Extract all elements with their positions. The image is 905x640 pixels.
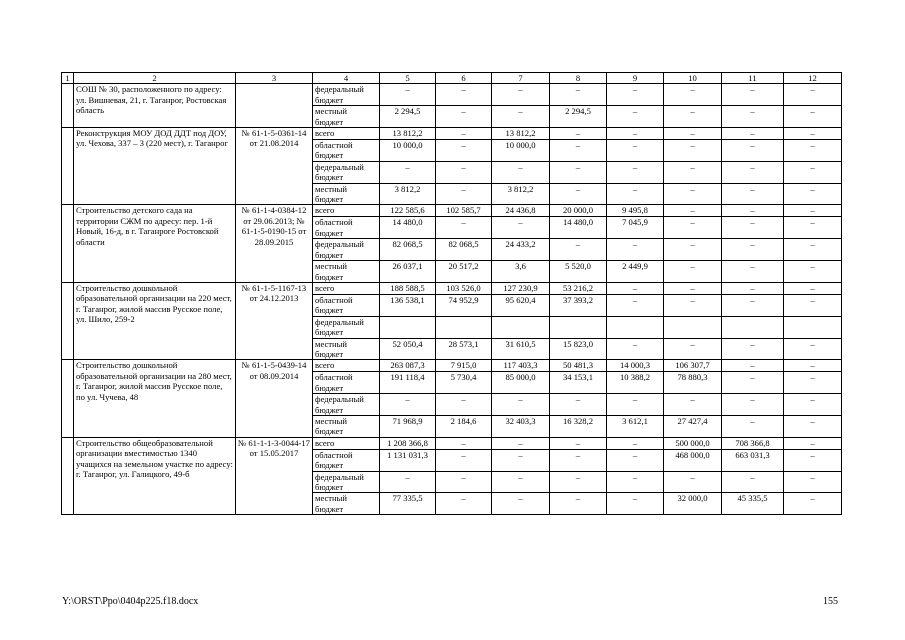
amount-cell: 10 000,0 xyxy=(380,140,436,162)
amount-cell: – xyxy=(492,106,550,128)
amount-cell: – xyxy=(784,437,842,449)
funding-source-cell: всего xyxy=(313,282,380,294)
amount-cell: – xyxy=(492,84,550,106)
amount-cell: – xyxy=(607,338,664,360)
amount-cell: – xyxy=(436,394,492,416)
amount-cell: – xyxy=(436,183,492,205)
amount-cell: – xyxy=(784,372,842,394)
funding-source-cell: всего xyxy=(313,128,380,140)
permit-cell: № 61-1-5-0361-14 от 21.08.2014 xyxy=(236,128,313,205)
amount-cell: 136 538,1 xyxy=(380,294,436,316)
amount-cell: – xyxy=(722,217,784,239)
amount-cell: 106 307,7 xyxy=(664,360,722,372)
amount-cell: 7 045,9 xyxy=(607,217,664,239)
funding-source-cell: местный бюджет xyxy=(313,415,380,437)
amount-cell: 3 812,2 xyxy=(492,183,550,205)
amount-cell: – xyxy=(722,140,784,162)
amount-cell: – xyxy=(607,437,664,449)
amount-cell: – xyxy=(784,128,842,140)
amount-cell xyxy=(784,316,842,338)
amount-cell: 95 620,4 xyxy=(492,294,550,316)
amount-cell: – xyxy=(550,394,607,416)
amount-cell: 102 585,7 xyxy=(436,205,492,217)
amount-cell: 663 031,3 xyxy=(722,449,784,471)
amount-cell: – xyxy=(722,106,784,128)
funding-source-cell: местный бюджет xyxy=(313,183,380,205)
amount-cell: – xyxy=(607,493,664,515)
amount-cell: 127 230,9 xyxy=(492,282,550,294)
amount-cell: 5 520,0 xyxy=(550,261,607,283)
empty-index-cell xyxy=(62,282,74,359)
permit-cell xyxy=(236,84,313,128)
amount-cell: – xyxy=(664,239,722,261)
funding-source-cell: федеральный бюджет xyxy=(313,84,380,106)
amount-cell: – xyxy=(784,294,842,316)
amount-cell: 117 403,3 xyxy=(492,360,550,372)
object-name-cell: Реконструкция МОУ ДОД ДДТ под ДОУ, ул. Чехова, 337 – 3 (220 мест), г. Таганрог xyxy=(74,128,236,205)
object-name-cell: Строительство дошкольной образовательной организации на 220 мест, г. Таганрог, жилой массив Русское поле, ул. Шило, 259-2 xyxy=(74,282,236,359)
amount-cell: 3,6 xyxy=(492,261,550,283)
amount-cell: – xyxy=(436,217,492,239)
amount-cell: – xyxy=(380,394,436,416)
amount-cell: – xyxy=(784,282,842,294)
column-number-cell: 5 xyxy=(380,73,436,84)
column-number-cell: 1 xyxy=(62,73,74,84)
amount-cell: – xyxy=(722,338,784,360)
funding-source-cell: федеральный бюджет xyxy=(313,316,380,338)
table-row xyxy=(62,282,842,294)
amount-cell: – xyxy=(722,360,784,372)
amount-cell: – xyxy=(784,493,842,515)
amount-cell: 15 823,0 xyxy=(550,338,607,360)
permit-cell: № 61-1-5-0439-14 от 08.09.2014 xyxy=(236,360,313,437)
column-number-cell: 8 xyxy=(550,73,607,84)
amount-cell: – xyxy=(380,84,436,106)
amount-cell: 24 436,8 xyxy=(492,205,550,217)
amount-cell xyxy=(380,316,436,338)
amount-cell: – xyxy=(607,294,664,316)
amount-cell: 103 526,0 xyxy=(436,282,492,294)
amount-cell: – xyxy=(722,161,784,183)
amount-cell: – xyxy=(436,84,492,106)
amount-cell: 263 087,3 xyxy=(380,360,436,372)
amount-cell: – xyxy=(436,128,492,140)
funding-source-cell: областной бюджет xyxy=(313,372,380,394)
funding-source-cell: областной бюджет xyxy=(313,217,380,239)
amount-cell: – xyxy=(607,84,664,106)
amount-cell: 13 812,2 xyxy=(380,128,436,140)
amount-cell xyxy=(550,316,607,338)
amount-cell: 13 812,2 xyxy=(492,128,550,140)
amount-cell: – xyxy=(784,449,842,471)
amount-cell: – xyxy=(436,471,492,493)
amount-cell: – xyxy=(722,294,784,316)
amount-cell: 78 880,3 xyxy=(664,372,722,394)
amount-cell: 28 573,1 xyxy=(436,338,492,360)
funding-source-cell: областной бюджет xyxy=(313,140,380,162)
amount-cell: – xyxy=(550,128,607,140)
amount-cell: – xyxy=(722,239,784,261)
amount-cell: 2 294,5 xyxy=(380,106,436,128)
amount-cell: 468 000,0 xyxy=(664,449,722,471)
amount-cell xyxy=(492,316,550,338)
amount-cell: – xyxy=(784,415,842,437)
amount-cell: – xyxy=(664,140,722,162)
amount-cell: – xyxy=(607,471,664,493)
amount-cell: 10 388,2 xyxy=(607,372,664,394)
amount-cell: – xyxy=(607,282,664,294)
amount-cell: 32 403,3 xyxy=(492,415,550,437)
amount-cell: 32 000,0 xyxy=(664,493,722,515)
amount-cell: – xyxy=(436,449,492,471)
table-row xyxy=(62,360,842,372)
amount-cell: 9 495,8 xyxy=(607,205,664,217)
amount-cell: – xyxy=(550,449,607,471)
amount-cell: – xyxy=(784,471,842,493)
column-number-cell: 10 xyxy=(664,73,722,84)
amount-cell: – xyxy=(722,471,784,493)
amount-cell: 14 480,0 xyxy=(380,217,436,239)
amount-cell: – xyxy=(784,338,842,360)
amount-cell: – xyxy=(664,161,722,183)
funding-source-cell: всего xyxy=(313,360,380,372)
amount-cell: – xyxy=(722,415,784,437)
funding-source-cell: местный бюджет xyxy=(313,106,380,128)
amount-cell: 82 068,5 xyxy=(380,239,436,261)
amount-cell: – xyxy=(550,493,607,515)
column-number-cell: 11 xyxy=(722,73,784,84)
amount-cell: – xyxy=(380,471,436,493)
amount-cell: 45 335,5 xyxy=(722,493,784,515)
amount-cell: – xyxy=(664,205,722,217)
object-name-cell: СОШ № 30, расположенного по адресу: ул. Вишневая, 21, г. Таганрог, Ростовская область xyxy=(74,84,236,128)
amount-cell: 85 000,0 xyxy=(492,372,550,394)
amount-cell: 122 585,6 xyxy=(380,205,436,217)
column-number-cell: 12 xyxy=(784,73,842,84)
amount-cell: – xyxy=(784,183,842,205)
funding-source-cell: областной бюджет xyxy=(313,449,380,471)
amount-cell: – xyxy=(784,261,842,283)
amount-cell: – xyxy=(664,106,722,128)
amount-cell: – xyxy=(550,84,607,106)
amount-cell: – xyxy=(722,261,784,283)
permit-cell: № 61-1-1-3-0044-17 от 15.05.2017 xyxy=(236,437,313,514)
footer-file-path: Y:\ORST\Ppo\0404p225.f18.docx xyxy=(62,596,199,607)
amount-cell: – xyxy=(722,84,784,106)
column-number-cell: 3 xyxy=(236,73,313,84)
empty-index-cell xyxy=(62,205,74,282)
table-row xyxy=(62,205,842,217)
budget-table xyxy=(61,72,842,515)
empty-index-cell xyxy=(62,84,74,128)
amount-cell: – xyxy=(492,437,550,449)
column-number-cell: 9 xyxy=(607,73,664,84)
amount-cell: 77 335,5 xyxy=(380,493,436,515)
amount-cell: 31 610,5 xyxy=(492,338,550,360)
table-row xyxy=(62,84,842,106)
amount-cell: – xyxy=(664,282,722,294)
column-number-cell: 2 xyxy=(74,73,236,84)
funding-source-cell: местный бюджет xyxy=(313,261,380,283)
amount-cell: – xyxy=(784,84,842,106)
funding-source-cell: областной бюджет xyxy=(313,294,380,316)
amount-cell: – xyxy=(492,471,550,493)
amount-cell: – xyxy=(722,372,784,394)
amount-cell: – xyxy=(492,493,550,515)
amount-cell: – xyxy=(722,394,784,416)
amount-cell: – xyxy=(436,437,492,449)
amount-cell: – xyxy=(550,161,607,183)
funding-source-cell: местный бюджет xyxy=(313,338,380,360)
amount-cell: 708 366,8 xyxy=(722,437,784,449)
amount-cell: 1 131 031,3 xyxy=(380,449,436,471)
amount-cell: – xyxy=(607,239,664,261)
amount-cell: – xyxy=(784,140,842,162)
amount-cell: 53 216,2 xyxy=(550,282,607,294)
amount-cell: – xyxy=(550,183,607,205)
funding-source-cell: всего xyxy=(313,437,380,449)
amount-cell: – xyxy=(664,217,722,239)
amount-cell: 2 449,9 xyxy=(607,261,664,283)
amount-cell: – xyxy=(784,394,842,416)
permit-cell: № 61-1-4-0384-12 от 29.06.2013; № 61-1-5-0190-15 от 28.09.2015 xyxy=(236,205,313,282)
funding-source-cell: местный бюджет xyxy=(313,493,380,515)
amount-cell: 37 393,2 xyxy=(550,294,607,316)
amount-cell: 82 068,5 xyxy=(436,239,492,261)
amount-cell xyxy=(664,316,722,338)
amount-cell: 24 433,2 xyxy=(492,239,550,261)
empty-index-cell xyxy=(62,437,74,514)
amount-cell: – xyxy=(784,217,842,239)
amount-cell: 2 184,6 xyxy=(436,415,492,437)
amount-cell: 7 915,0 xyxy=(436,360,492,372)
column-number-cell: 7 xyxy=(492,73,550,84)
amount-cell: – xyxy=(664,471,722,493)
funding-source-cell: федеральный бюджет xyxy=(313,161,380,183)
amount-cell: – xyxy=(550,140,607,162)
amount-cell: – xyxy=(722,183,784,205)
amount-cell: – xyxy=(380,161,436,183)
amount-cell: 14 480,0 xyxy=(550,217,607,239)
amount-cell: – xyxy=(722,128,784,140)
amount-cell: – xyxy=(664,183,722,205)
amount-cell: – xyxy=(784,161,842,183)
amount-cell: – xyxy=(607,128,664,140)
amount-cell: – xyxy=(784,205,842,217)
amount-cell: – xyxy=(550,471,607,493)
amount-cell: 3 812,2 xyxy=(380,183,436,205)
amount-cell: – xyxy=(492,217,550,239)
amount-cell: – xyxy=(607,161,664,183)
funding-source-cell: федеральный бюджет xyxy=(313,471,380,493)
amount-cell: – xyxy=(436,493,492,515)
amount-cell: – xyxy=(722,205,784,217)
funding-source-cell: федеральный бюджет xyxy=(313,394,380,416)
object-name-cell: Строительство детского сада на территории СЖМ по адресу: пер. 1-й Новый, 16-д, в г. Таганроге Ростовской области xyxy=(74,205,236,282)
amount-cell xyxy=(436,316,492,338)
amount-cell: – xyxy=(436,140,492,162)
amount-cell: – xyxy=(492,394,550,416)
amount-cell: 16 328,2 xyxy=(550,415,607,437)
amount-cell: 26 037,1 xyxy=(380,261,436,283)
amount-cell: – xyxy=(607,106,664,128)
table-row xyxy=(62,437,842,449)
amount-cell: 20 000,0 xyxy=(550,205,607,217)
funding-source-cell: федеральный бюджет xyxy=(313,239,380,261)
permit-cell: № 61-1-5-1167-13 от 24.12.2013 xyxy=(236,282,313,359)
amount-cell: 188 588,5 xyxy=(380,282,436,294)
amount-cell: – xyxy=(436,106,492,128)
amount-cell: – xyxy=(550,239,607,261)
amount-cell: – xyxy=(607,183,664,205)
empty-index-cell xyxy=(62,360,74,437)
funding-source-cell: всего xyxy=(313,205,380,217)
amount-cell: – xyxy=(664,261,722,283)
column-number-row xyxy=(62,73,842,84)
column-number-cell: 6 xyxy=(436,73,492,84)
amount-cell: – xyxy=(784,360,842,372)
amount-cell: – xyxy=(436,161,492,183)
column-number-cell: 4 xyxy=(313,73,380,84)
amount-cell: – xyxy=(664,128,722,140)
footer-page-number: 155 xyxy=(823,596,838,607)
object-name-cell: Строительство дошкольной образовательной организации на 280 мест, г. Таганрог, жилой массив Русское поле, по ул. Чучева, 48 xyxy=(74,360,236,437)
amount-cell: – xyxy=(492,449,550,471)
amount-cell: 50 481,3 xyxy=(550,360,607,372)
amount-cell: 191 118,4 xyxy=(380,372,436,394)
amount-cell xyxy=(607,316,664,338)
amount-cell: – xyxy=(607,140,664,162)
amount-cell: 71 968,9 xyxy=(380,415,436,437)
amount-cell: – xyxy=(607,449,664,471)
amount-cell: 5 730,4 xyxy=(436,372,492,394)
amount-cell: 27 427,4 xyxy=(664,415,722,437)
amount-cell: – xyxy=(607,394,664,416)
amount-cell: – xyxy=(492,161,550,183)
amount-cell: – xyxy=(784,239,842,261)
amount-cell: 52 050,4 xyxy=(380,338,436,360)
amount-cell: 74 952,9 xyxy=(436,294,492,316)
amount-cell: – xyxy=(722,282,784,294)
amount-cell: 3 612,1 xyxy=(607,415,664,437)
amount-cell: – xyxy=(664,338,722,360)
amount-cell: – xyxy=(550,437,607,449)
amount-cell: 500 000,0 xyxy=(664,437,722,449)
amount-cell: – xyxy=(784,106,842,128)
empty-index-cell xyxy=(62,128,74,205)
amount-cell: 10 000,0 xyxy=(492,140,550,162)
amount-cell: 14 000,3 xyxy=(607,360,664,372)
amount-cell: 34 153,1 xyxy=(550,372,607,394)
amount-cell: – xyxy=(664,294,722,316)
amount-cell xyxy=(722,316,784,338)
amount-cell: 2 294,5 xyxy=(550,106,607,128)
table-row xyxy=(62,128,842,140)
amount-cell: 1 208 366,8 xyxy=(380,437,436,449)
amount-cell: 20 517,2 xyxy=(436,261,492,283)
amount-cell: – xyxy=(664,394,722,416)
object-name-cell: Строительство общеобразовательной организации вместимостью 1340 учащихся на земельном участке по адресу: г. Таганрог, ул. Галицкого, 49-б xyxy=(74,437,236,514)
amount-cell: – xyxy=(664,84,722,106)
